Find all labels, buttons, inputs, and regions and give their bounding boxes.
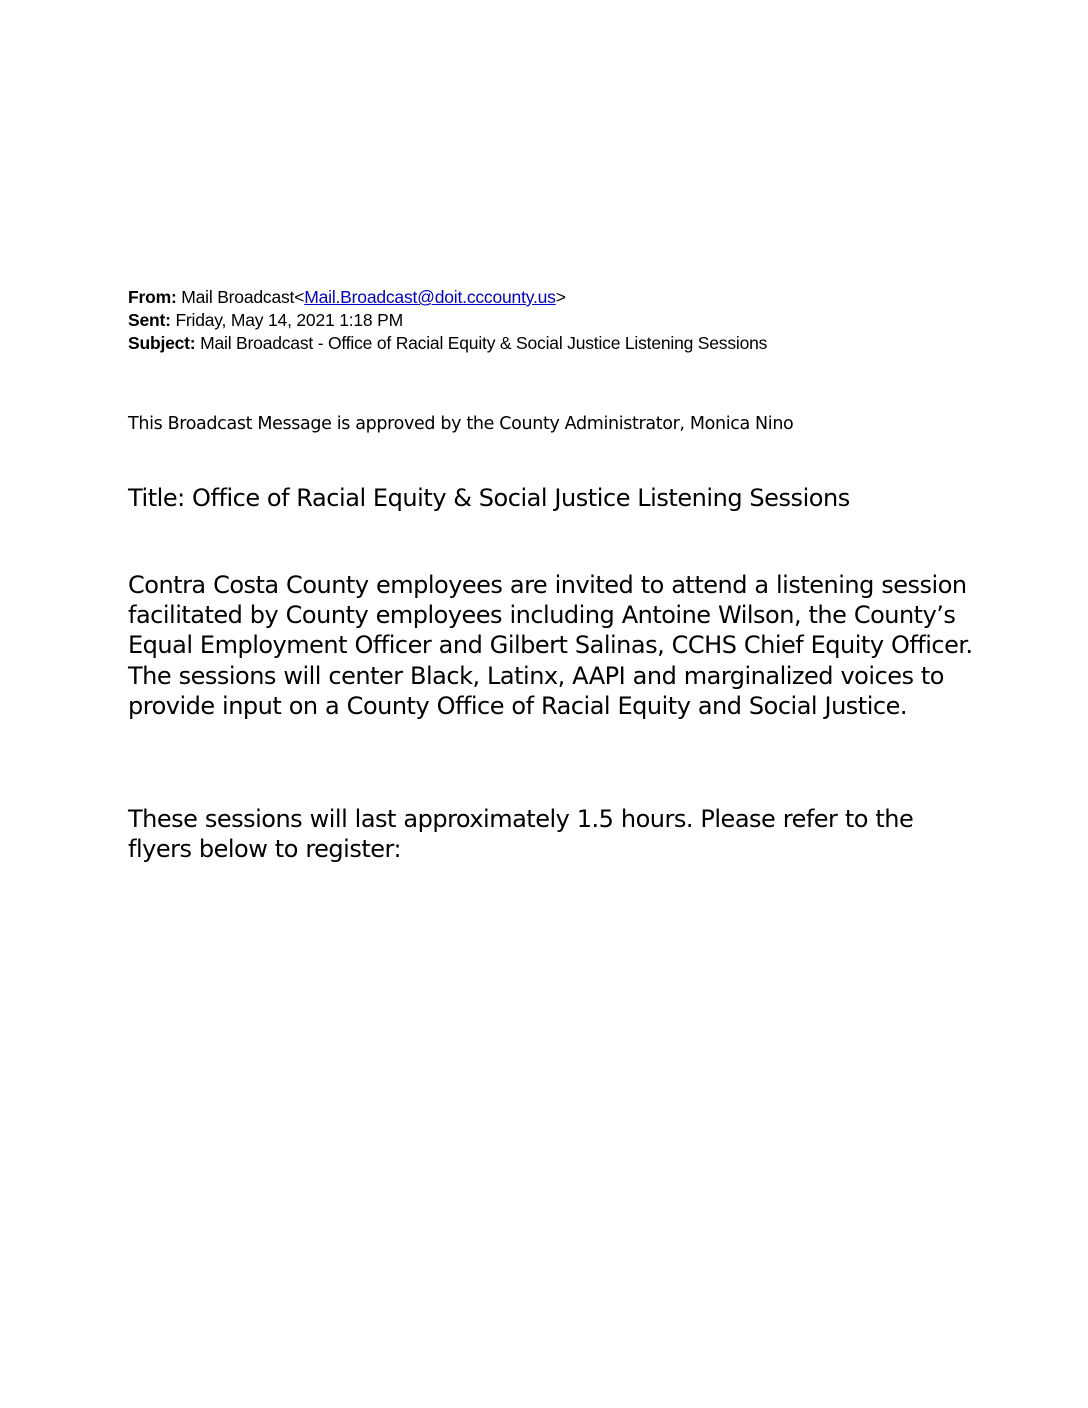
email-header-sent-line: [128, 309, 988, 332]
from-open-bracket: <: [294, 287, 305, 307]
body-paragraph-invitation: Contra Costa County employees are invited to attend a listening session facilitated by County employees including Antoine Wilson, the County’s Equal Employment Officer and Gilbert Salinas, CCHS Chief Equity Officer. The sessions will center Black, Latinx, AAPI and marginalized voices to provide input on a County Office of Racial Equity and Social Justice.: [128, 571, 973, 720]
approval-notice: This Broadcast Message is approved by the County Administrator, Monica Nino: [128, 414, 794, 434]
email-header-from-line: [128, 286, 988, 309]
page-title: Title: Office of Racial Equity & Social Justice Listening Sessions: [128, 484, 850, 512]
sent-label: Sent:: [128, 310, 171, 330]
body-paragraph-duration: These sessions will last approximately 1.5 hours. Please refer to the flyers below to register:: [128, 805, 914, 864]
subject-label: Subject:: [128, 333, 196, 353]
from-email-link[interactable]: Mail.Broadcast@doit.cccounty.us: [304, 287, 556, 307]
from-close-bracket: >: [555, 287, 566, 307]
subject-value: Mail Broadcast - Office of Racial Equity & Social Justice Listening Sessions: [200, 333, 768, 353]
sent-value: Friday, May 14, 2021 1:18 PM: [175, 310, 403, 330]
email-header-block: [128, 286, 988, 355]
email-header-subject-line: [128, 332, 988, 355]
from-label: From:: [128, 287, 177, 307]
from-sender-name: Mail Broadcast: [181, 287, 295, 307]
